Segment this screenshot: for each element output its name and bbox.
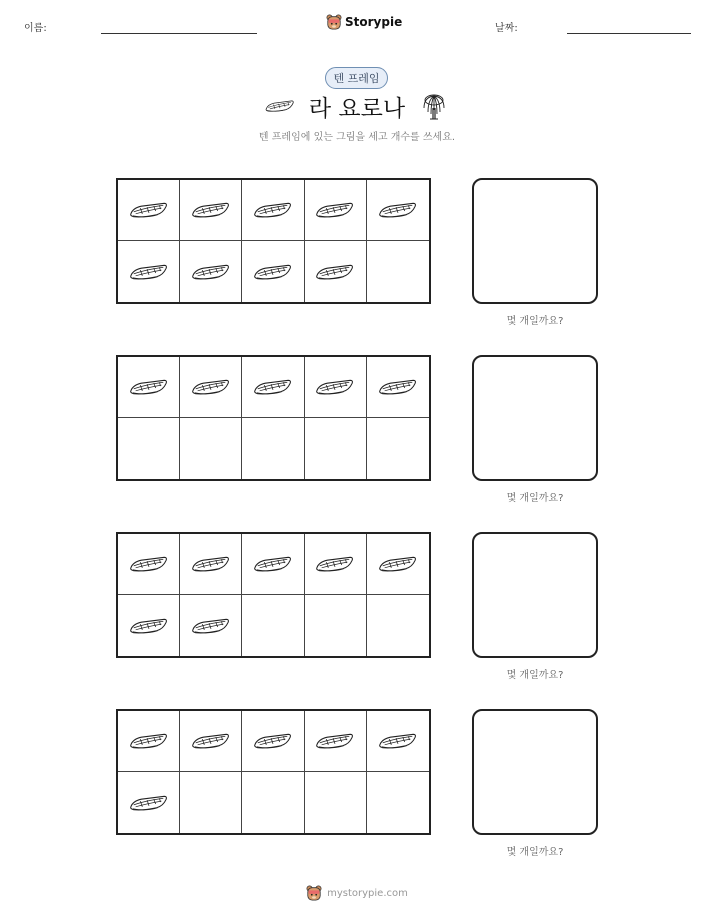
answer-box[interactable] [472,532,598,658]
ten-frame [116,355,431,481]
boat-icon [128,730,170,752]
bear-mascot-icon [306,884,322,902]
ten-frame-cell [118,241,180,302]
ten-frame-cell [180,772,242,833]
ten-frame-cell [180,418,242,479]
ten-frame [116,709,431,835]
ten-frame-cell [305,241,367,302]
ten-frame-cell [180,180,242,241]
name-line[interactable] [101,33,257,34]
ten-frame-cell [367,180,429,241]
ten-frame-cell [118,418,180,479]
boat-icon [128,261,170,283]
ten-frame-cell [367,534,429,595]
ten-frame-cell [305,180,367,241]
boat-icon [377,376,419,398]
name-label: 이름: [24,23,47,34]
ten-frame-cell [367,711,429,772]
boat-icon [314,261,356,283]
footer-url: mystorypie.com [327,887,408,899]
ten-frame-cell [242,418,304,479]
ten-frame-cell [367,418,429,479]
willow-tree-icon [420,92,448,120]
ten-frame-cell [305,772,367,833]
boat-icon [252,376,294,398]
ten-frame [116,532,431,658]
ten-frame-cell [367,772,429,833]
ten-frame-cell [242,772,304,833]
page-title: 라 요로나 [308,96,406,122]
footer [0,884,714,902]
boat-icon [314,730,356,752]
ten-frame-cell [242,595,304,656]
boat-icon [252,261,294,283]
answer-box[interactable] [472,709,598,835]
ten-frame-cell [367,241,429,302]
ten-frame-cell [180,534,242,595]
ten-frame-cell [180,241,242,302]
question-text: 몇 개일까요? [506,847,564,858]
boat-icon [314,376,356,398]
ten-frame [116,178,431,304]
brand-name: Storypie [345,15,403,29]
ten-frame-cell [118,357,180,418]
ten-frame-cell [305,595,367,656]
question-text: 몇 개일까요? [506,670,564,681]
ten-frame-cell [242,534,304,595]
category-pill: 텐 프레임 [325,67,388,89]
boat-icon [377,199,419,221]
ten-frame-cell [118,711,180,772]
boat-icon [128,792,170,814]
boat-icon [190,553,232,575]
brand-logo [326,13,402,31]
instructions: 텐 프레임에 있는 그림을 세고 개수를 쓰세요. [258,132,456,143]
boat-icon [190,261,232,283]
ten-frame-cell [180,357,242,418]
boat-icon [252,553,294,575]
answer-box[interactable] [472,355,598,481]
ten-frame-cell [118,772,180,833]
boat-icon [128,199,170,221]
ten-frame-cell [118,595,180,656]
boat-icon [314,553,356,575]
boat-icon [377,730,419,752]
boat-icon [190,615,232,637]
boat-icon [190,199,232,221]
boat-icon [128,376,170,398]
boat-icon [128,553,170,575]
ten-frame-cell [118,180,180,241]
ten-frame-cell [242,357,304,418]
date-line[interactable] [567,33,691,34]
ten-frame-cell [242,711,304,772]
ten-frame-cell [305,711,367,772]
boat-icon [377,553,419,575]
bear-mascot-icon [326,13,342,31]
question-text: 몇 개일까요? [506,493,564,504]
answer-box[interactable] [472,178,598,304]
boat-icon [252,199,294,221]
date-label: 날짜: [495,23,518,34]
ten-frame-cell [242,241,304,302]
ten-frame-cell [367,357,429,418]
boat-icon [128,615,170,637]
ten-frame-cell [367,595,429,656]
boat-icon [252,730,294,752]
ten-frame-cell [118,534,180,595]
question-text: 몇 개일까요? [506,316,564,327]
ten-frame-cell [305,357,367,418]
boat-icon [314,199,356,221]
boat-icon [190,730,232,752]
ten-frame-cell [305,534,367,595]
ten-frame-cell [180,711,242,772]
ten-frame-cell [180,595,242,656]
ten-frame-cell [305,418,367,479]
ten-frame-cell [242,180,304,241]
boat-icon [190,376,232,398]
